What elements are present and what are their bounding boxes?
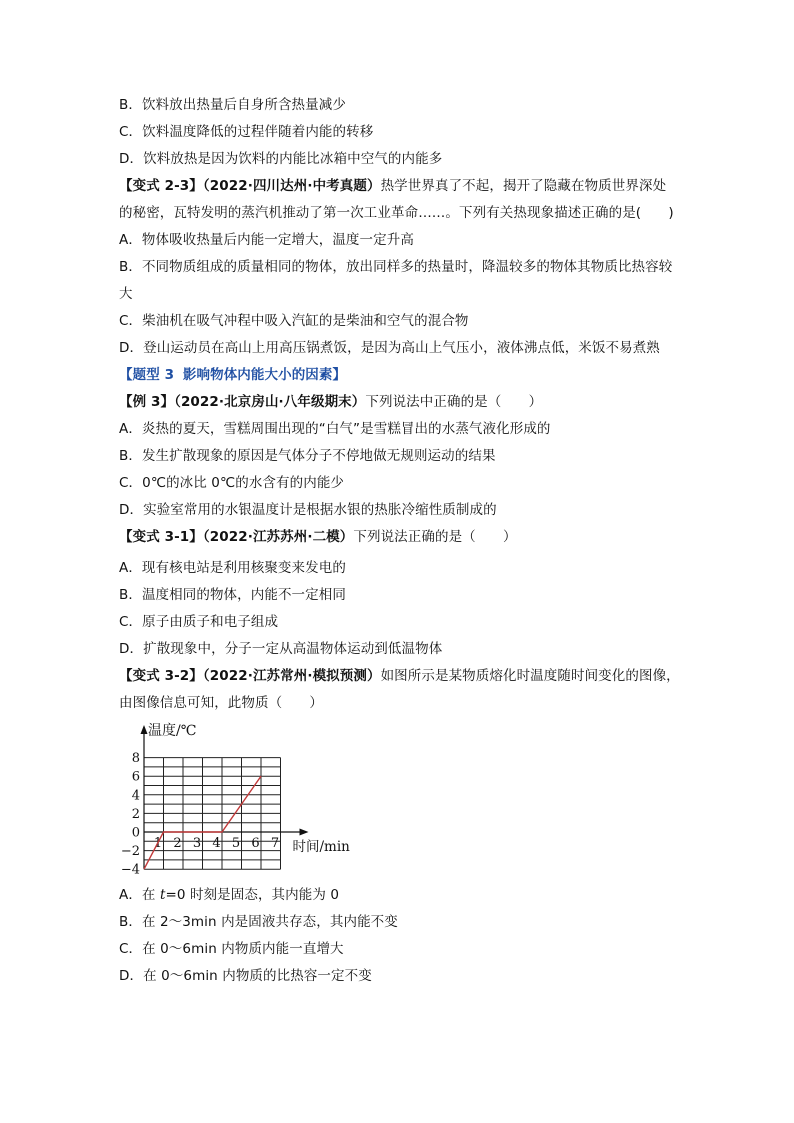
question-source: （2022·四川达州·中考真题） — [202, 178, 381, 194]
topic-title: 影响物体内能大小的因素】 — [182, 367, 347, 383]
option-c: C．0℃的冰比 0℃的水含有的内能少 — [119, 475, 345, 491]
option-c: C．柴油机在吸气冲程中吸入汽缸的是柴油和空气的混合物 — [119, 313, 469, 329]
question-stem: 热学世界真了不起，揭开了隐藏在物质世界深处的秘密，瓦特发明的蒸汽机推动了第一次工业革命……。下列有关热现象描述正确的是( ) — [119, 178, 674, 221]
question-tag: 【变式 3-1】 — [119, 529, 203, 545]
x-axis-arrow — [300, 829, 309, 836]
x-axis-label: 时间/min — [292, 839, 350, 855]
y-tick-label: 8 — [131, 751, 140, 767]
variable-t: t — [159, 887, 166, 903]
temperature-time-chart — [119, 721, 359, 876]
y-tick-label: 6 — [131, 769, 140, 785]
option-b: B．饮料放出热量后自身所含热量减少 — [119, 97, 346, 113]
topic-tag: 【题型 3 — [119, 367, 175, 383]
option-a-prefix: A．在 — [119, 887, 160, 903]
option-d: D．扩散现象中，分子一定从高温物体运动到低温物体 — [119, 641, 443, 657]
question-stem: 下列说法正确的是（ ） — [353, 529, 517, 545]
question-tag: 【变式 3-2】 — [119, 668, 203, 684]
document-page — [119, 92, 679, 990]
question-tag: 【变式 2-3】 — [119, 178, 203, 194]
option-b: B．不同物质组成的质量相同的物体，放出同样多的热量时，降温较多的物体其物质比热容较大 — [119, 259, 673, 302]
option-b: B．发生扩散现象的原因是气体分子不停地做无规则运动的结果 — [119, 448, 496, 464]
x-tick-label: 5 — [231, 836, 241, 851]
option-a: A．物体吸收热量后内能一定增大，温度一定升高 — [119, 232, 414, 248]
option-c: C．原子由质子和电子组成 — [119, 614, 279, 630]
question-source: （2022·江苏常州·模拟预测） — [202, 668, 381, 684]
y-tick-label: 0 — [131, 825, 140, 841]
option-c: C．饮料温度降低的过程伴随着内能的转移 — [119, 124, 374, 140]
question-stem: 下列说法中正确的是（ ） — [365, 394, 543, 410]
option-a: A．现有核电站是利用核聚变来发电的 — [119, 560, 346, 576]
question-variant-2-3 — [119, 173, 679, 227]
y-tick-label: −2 — [120, 844, 140, 860]
question-stem-continued: 由图像信息可知，此物质（ ） — [119, 695, 323, 711]
question-variant-3-1 — [119, 524, 679, 551]
x-tick-label: 4 — [212, 836, 221, 851]
x-tick-label: 3 — [192, 836, 202, 851]
question-source: （2022·北京房山·八年级期末） — [174, 394, 366, 410]
topic-heading — [119, 362, 679, 389]
option-b: B．在 2～3min 内是固液共存态，其内能不变 — [119, 914, 398, 930]
chart-svg — [119, 721, 359, 876]
option-d: D．登山运动员在高山上用高压锅煮饭，是因为高山上气压小，液体沸点低，米饭不易煮熟 — [119, 340, 660, 356]
question-tag: 【例 3】 — [119, 394, 175, 410]
y-axis-arrow — [141, 725, 148, 734]
x-tick-label: 6 — [251, 836, 260, 851]
y-tick-label: 4 — [131, 788, 140, 804]
option-d: D．实验室常用的水银温度计是根据水银的热胀冷缩性质制成的 — [119, 502, 497, 518]
option-a — [119, 882, 679, 909]
question-source: （2022·江苏苏州·二模） — [202, 529, 354, 545]
question-variant-3-2 — [119, 663, 679, 690]
question-stem: 如图所示是某物质熔化时温度随时间变化的图像， — [380, 668, 680, 684]
question-example-3 — [119, 389, 679, 416]
y-axis-label: 温度/℃ — [148, 723, 197, 739]
option-d: D．饮料放热是因为饮料的内能比冰箱中空气的内能多 — [119, 151, 443, 167]
x-tick-label: 1 — [153, 836, 163, 851]
option-a: A．炎热的夏天，雪糕周围出现的“白气”是雪糕冒出的水蒸气液化形成的 — [119, 421, 551, 437]
option-c: C．在 0～6min 内物质内能一直增大 — [119, 941, 344, 957]
y-tick-label: −4 — [120, 862, 140, 876]
x-tick-label: 7 — [270, 836, 280, 851]
x-tick-label: 2 — [173, 836, 182, 851]
option-a-rest: =0 时刻是固态，其内能为 0 — [165, 887, 340, 903]
option-d: D．在 0～6min 内物质的比热容一定不变 — [119, 968, 372, 984]
option-b: B．温度相同的物体，内能不一定相同 — [119, 587, 346, 603]
y-tick-label: 2 — [131, 806, 140, 822]
